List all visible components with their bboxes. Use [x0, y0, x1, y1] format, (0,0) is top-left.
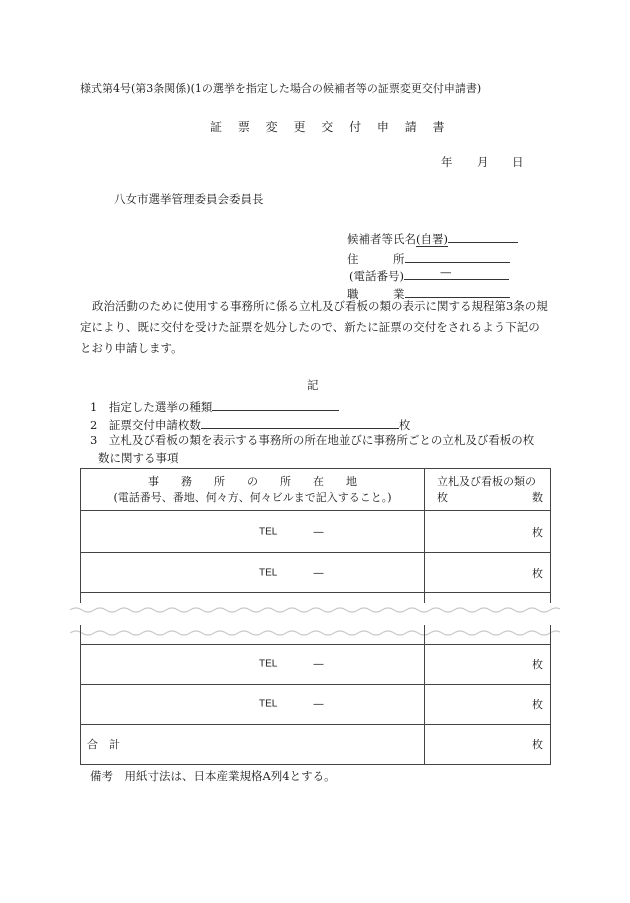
applicant-address-field[interactable] [405, 251, 510, 263]
ticket-count-field[interactable] [201, 417, 399, 429]
table-row [81, 625, 551, 644]
date-month: 月 [477, 155, 489, 169]
table-row [81, 553, 551, 593]
applicant-phone-label: (電話番号) [349, 269, 404, 283]
office-count-cell[interactable] [425, 625, 551, 644]
tel-dash: — [313, 657, 324, 671]
page-title: 証 票 変 更 交 付 申 請 書 [210, 120, 451, 134]
tel-dash: — [313, 566, 324, 579]
office-count-cell[interactable] [425, 644, 551, 684]
applicant-address-row [347, 251, 510, 266]
header-location-line1: 事 務 所 の 所 在 地 [148, 474, 357, 488]
header-count-suu: 数 [532, 490, 543, 504]
item-2-label: 2 証票交付申請枚数 [90, 418, 201, 432]
office-count-cell[interactable] [425, 553, 551, 593]
count-unit: 枚 [532, 698, 543, 711]
date-year: 年 [441, 155, 453, 169]
header-count-line2 [431, 490, 550, 506]
item-2-unit: 枚 [398, 418, 411, 432]
office-location-cell[interactable] [81, 644, 425, 684]
total-label-cell [81, 724, 425, 764]
count-unit: 枚 [532, 525, 543, 539]
item-2-row [90, 417, 410, 432]
form-header: 様式第4号(第3条関係)(1の選挙を指定した場合の候補者等の証票変更交付申請書) [80, 82, 482, 95]
tel-dash: — [313, 525, 324, 538]
item-1-row [90, 399, 339, 414]
count-unit: 枚 [532, 566, 543, 580]
applicant-phone-dash: — [439, 265, 452, 279]
addressee: 八女市選挙管理委員会委員長 [114, 192, 264, 206]
office-table-top [80, 468, 551, 623]
sign-note: (自署) [416, 232, 448, 246]
office-location-cell[interactable] [81, 553, 425, 593]
header-location-cell [81, 469, 425, 511]
office-table-bottom [80, 625, 551, 765]
table-total-row [81, 724, 551, 764]
tel-label: TEL [259, 698, 278, 710]
applicant-occupation-label: 職 業 [347, 287, 405, 301]
office-count-cell[interactable] [425, 511, 551, 553]
table-row [81, 684, 551, 724]
body-text: 政治活動のために使用する事務所に係る立札及び看板の類の表示に関する規程第3条の規定により、既に交付を受けた証票を処分したので、新たに証票の交付をされるよう下記のとおり申請します。 [80, 299, 548, 355]
count-unit: 枚 [532, 738, 543, 751]
item-3-line1: 3 立札及び看板の類を表示する事務所の所在地並びに事務所ごとの立札及び看板の枚 [90, 433, 535, 447]
table-header-row [81, 469, 551, 511]
count-unit: 枚 [532, 658, 543, 671]
tel-dash: — [313, 697, 324, 711]
remarks: 備考 用紙寸法は、日本産業規格A列4とする。 [90, 769, 336, 783]
applicant-name-label: 候補者等氏名 [347, 232, 416, 246]
total-label: 合 計 [87, 738, 120, 751]
applicant-address-label: 住 所 [347, 252, 405, 266]
table-row [81, 644, 551, 684]
applicant-phone-row [349, 265, 509, 283]
office-location-cell[interactable] [81, 625, 425, 644]
office-count-cell[interactable] [425, 684, 551, 724]
applicant-phone-field[interactable] [404, 265, 509, 280]
applicant-name-field[interactable] [448, 231, 518, 243]
total-count-cell[interactable] [425, 724, 551, 764]
item-1-label: 1 指定した選挙の種類 [90, 400, 213, 414]
tel-label: TEL [259, 567, 278, 578]
ki-heading: 記 [307, 378, 319, 392]
office-location-cell[interactable] [81, 511, 425, 553]
applicant-name-row [347, 231, 518, 246]
office-location-cell[interactable] [81, 684, 425, 724]
header-location-line2: (電話番号、番地、何々方、何々ビルまで記入すること。) [113, 490, 392, 504]
date-day: 日 [512, 155, 524, 169]
item-3-line2: 数に関する事項 [98, 451, 179, 465]
header-count-cell [425, 469, 551, 511]
election-type-field[interactable] [212, 399, 339, 411]
header-count-mai: 枚 [437, 490, 448, 504]
table-row [81, 511, 551, 553]
header-count-line1: 立札及び看板の類の [437, 474, 536, 488]
tel-label: TEL [259, 526, 278, 537]
tel-label: TEL [259, 658, 278, 670]
